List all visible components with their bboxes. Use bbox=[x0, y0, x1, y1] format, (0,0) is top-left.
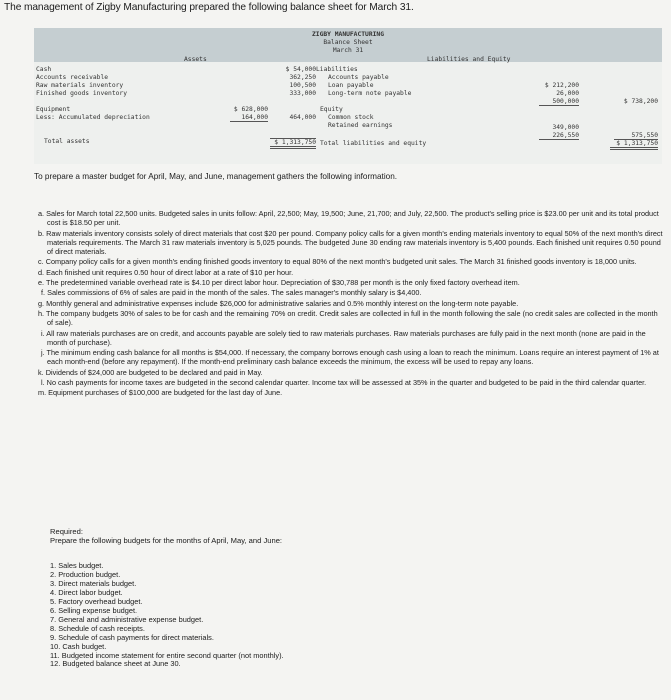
info-item-g: g. Monthly general and administrative expenses include $26,000 for administrative salaries and 0.5% monthly interest on the long-term note payable. bbox=[38, 298, 519, 308]
required-item-6: 6. Selling expense budget. bbox=[50, 605, 138, 615]
info-item-m: m. Equipment purchases of $100,000 are budgeted for the last day of June. bbox=[38, 388, 283, 398]
required-item-10: 10. Cash budget. bbox=[50, 641, 107, 651]
information-list bbox=[34, 209, 664, 399]
required-item-3: 3. Direct materials budget. bbox=[50, 578, 137, 588]
assets-header: Assets bbox=[184, 56, 207, 63]
net-equipment-value: 464,000 bbox=[289, 114, 316, 121]
required-item-1: 1. Sales budget. bbox=[50, 561, 104, 570]
required-item-12: 12. Budgeted balance sheet at June 30. bbox=[50, 659, 181, 669]
loan-payable-value: 26,000 bbox=[556, 90, 579, 97]
total-assets-label: Total assets bbox=[44, 138, 90, 145]
company-name: ZIGBY MANUFACTURING bbox=[311, 31, 385, 38]
common-stock-value: 349,000 bbox=[552, 124, 579, 131]
accumulated-depreciation-label: Less: Accumulated depreciation bbox=[36, 114, 150, 121]
balance-sheet-header bbox=[34, 28, 662, 62]
info-item-b: b. Raw materials inventory consists solely of direct materials that cost $20 per pound. Company policy calls for a given month's ending materials inventory to equal 50% of the next month's direct materials requirements. The March 31 raw materials inventory is 5,025 pounds. The budgeted June 30 ending raw materials inventory is 5,400 pounds. Each finished unit requires 0.50 pound of direct materials. bbox=[38, 228, 663, 257]
required-item-11: 11. Budgeted income statement for entire second quarter (not monthly). bbox=[50, 650, 284, 660]
info-item-d: d. Each finished unit requires 0.50 hour of direct labor at a rate of $10 per hour. bbox=[38, 267, 294, 277]
required-text: Prepare the following budgets for the months of April, May, and June: bbox=[50, 536, 283, 546]
intro-text: To prepare a master budget for April, May, and June, management gathers the following information. bbox=[34, 172, 398, 181]
required-item-8: 8. Schedule of cash receipts. bbox=[50, 623, 145, 633]
ar-label: Accounts receivable bbox=[36, 74, 109, 81]
retained-earnings-label: Retained earnings bbox=[328, 122, 393, 129]
required-item-7: 7. General and administrative expense budget. bbox=[50, 614, 204, 624]
required-item-5: 5. Factory overhead budget. bbox=[50, 596, 143, 606]
raw-materials-value: 100,500 bbox=[289, 82, 316, 89]
info-item-j: j. The minimum ending cash balance for all months is $54,000. If necessary, the company borrows enough cash using a loan to reach the minimum. Loans require an interest payment of 1% at each month-end (before any repayment). If the month-end preliminary cash balance exceeds the minimum, the excess will be used to repay any loans. bbox=[41, 348, 659, 367]
required-item-4: 4. Direct labor budget. bbox=[50, 587, 123, 597]
total-liabilities-equity-label: Total liabilities and equity bbox=[320, 140, 427, 147]
long-term-note-label: Long-term note payable bbox=[328, 90, 412, 97]
total-liabilities-equity-value: $ 1,313,750 bbox=[610, 140, 658, 150]
long-term-note-value: 500,000 bbox=[539, 98, 579, 106]
required-item-9: 9. Schedule of cash payments for direct materials. bbox=[50, 632, 214, 642]
info-item-k: k. Dividends of $24,000 are budgeted to be declared and paid in May. bbox=[38, 367, 263, 377]
required-item-2: 2. Production budget. bbox=[50, 569, 121, 579]
required-heading: Required: bbox=[50, 527, 83, 536]
info-item-f: f. Sales commissions of 6% of sales are paid in the month of the sales. The sales manager's monthly salary is $4,400. bbox=[41, 288, 422, 298]
finished-goods-label: Finished goods inventory bbox=[36, 90, 127, 97]
total-liabilities-value: $ 738,200 bbox=[623, 98, 658, 105]
balance-sheet bbox=[34, 28, 662, 164]
info-item-i: i. All raw materials purchases are on credit, and accounts payable are solely tied to raw materials purchases. Raw materials purchases are fully paid in the next month (none are paid in the month of purchase). bbox=[41, 328, 646, 347]
equity-label: Equity bbox=[320, 106, 343, 113]
cash-value: $ 54,000 bbox=[285, 66, 316, 73]
liabilities-label: Liabilities bbox=[316, 66, 358, 73]
info-item-e: e. The predetermined variable overhead rate is $4.10 per direct labor hour. Depreciation of $30,788 per month is the only fixed factory overhead item. bbox=[38, 278, 520, 288]
liabilities-equity-header: Liabilities and Equity bbox=[427, 56, 511, 63]
loan-payable-label: Loan payable bbox=[328, 82, 374, 89]
info-item-h: h. The company budgets 30% of sales to be for cash and the remaining 70% on credit. Credit sales are collected in full in the month following the sale (no credit sales are collected in the month of sale). bbox=[38, 308, 658, 328]
page-title: The management of Zigby Manufacturing prepared the following balance sheet for March 31. bbox=[4, 2, 414, 13]
statement-date: March 31 bbox=[332, 47, 364, 54]
raw-materials-label: Raw materials inventory bbox=[36, 82, 124, 89]
equipment-value: $ 628,000 bbox=[233, 106, 268, 113]
total-assets-value: $ 1,313,750 bbox=[270, 138, 316, 149]
accumulated-depreciation-value: 164,000 bbox=[230, 114, 268, 122]
accounts-payable-label: Accounts payable bbox=[328, 74, 389, 81]
required-list bbox=[50, 562, 284, 669]
finished-goods-value: 333,000 bbox=[289, 90, 316, 97]
info-item-a: a. Sales for March total 22,500 units. Budgeted sales in units follow: April, 22,500; May, 19,500; June, 21,700; and July, 22,500. The product's selling price is $23.00 per unit and its total product cost is $18.50 per unit. bbox=[38, 209, 659, 228]
common-stock-label: Common stock bbox=[328, 114, 374, 121]
statement-name: Balance Sheet bbox=[323, 39, 373, 46]
total-equity-value: 575,550 bbox=[614, 132, 658, 140]
required-section bbox=[50, 527, 282, 545]
info-item-c: c. Company policy calls for a given month's ending finished goods inventory to equal 80% of the next month's budgeted unit sales. The March 31 finished goods inventory is 18,000 units. bbox=[38, 257, 637, 267]
cash-label: Cash bbox=[36, 66, 52, 73]
ar-value: 362,250 bbox=[289, 74, 316, 81]
accounts-payable-value: $ 212,200 bbox=[544, 82, 579, 89]
info-item-l: l. No cash payments for income taxes are budgeted in the second calendar quarter. Income tax will be assessed at 35% in the quarter and budgeted to be paid in the third calendar quarter. bbox=[41, 378, 647, 388]
equipment-label: Equipment bbox=[36, 106, 71, 113]
retained-earnings-value: 226,550 bbox=[539, 132, 579, 140]
